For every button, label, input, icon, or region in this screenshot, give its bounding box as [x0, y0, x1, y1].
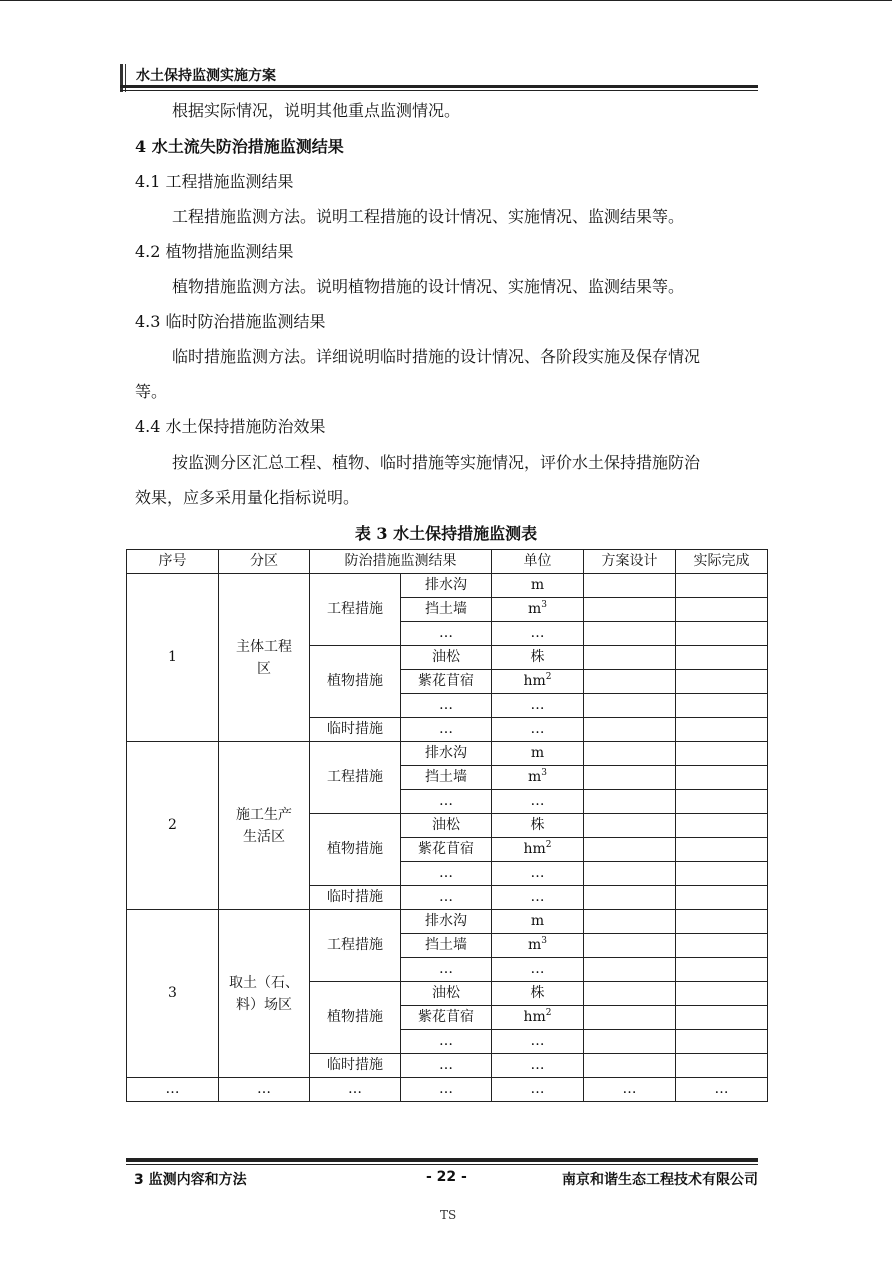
- page-top-border: [0, 0, 892, 1]
- unit-cell: m: [492, 574, 584, 598]
- design-cell: [584, 958, 676, 982]
- design-cell: [584, 622, 676, 646]
- design-cell: [584, 742, 676, 766]
- section-heading-4-1: 4.1 工程措施监测结果: [135, 172, 294, 191]
- unit-base: hm: [523, 673, 546, 689]
- table-cell: …: [401, 1078, 492, 1102]
- design-cell: [584, 1006, 676, 1030]
- region-name: [219, 574, 310, 742]
- design-cell: [584, 886, 676, 910]
- design-cell: [584, 982, 676, 1006]
- unit-cell: m: [492, 742, 584, 766]
- unit-cell: [492, 670, 584, 694]
- table-caption: 表 3 水土保持措施监测表: [354, 524, 538, 543]
- actual-cell: [676, 838, 768, 862]
- unit-cell: …: [492, 958, 584, 982]
- table-header-row: [127, 550, 768, 574]
- design-cell: [584, 694, 676, 718]
- measure-item: 排水沟: [401, 574, 492, 598]
- design-cell: [584, 1030, 676, 1054]
- unit-cell: [492, 838, 584, 862]
- section-heading-4-4: 4.4 水土保持措施防治效果: [135, 417, 326, 436]
- measure-item: 挡土墙: [401, 766, 492, 790]
- region-name: [219, 742, 310, 910]
- actual-cell: [676, 814, 768, 838]
- region-name: [219, 910, 310, 1078]
- measure-item: …: [401, 1030, 492, 1054]
- section-heading-4: 4 水土流失防治措施监测结果: [135, 137, 344, 156]
- measure-type: 临时措施: [310, 1054, 401, 1078]
- unit-cell: 株: [492, 646, 584, 670]
- measure-type: 临时措施: [310, 718, 401, 742]
- actual-cell: [676, 574, 768, 598]
- unit-cell: m: [492, 910, 584, 934]
- row-number: 1: [127, 574, 219, 742]
- footer-chapter: 3 监测内容和方法: [134, 1172, 247, 1188]
- unit-cell: …: [492, 790, 584, 814]
- paragraph-4-3-line2: 等。: [135, 382, 168, 401]
- measure-item: …: [401, 790, 492, 814]
- page-footer: [126, 1158, 758, 1192]
- measure-type: 植物措施: [310, 646, 401, 718]
- measure-item: 油松: [401, 982, 492, 1006]
- design-cell: [584, 814, 676, 838]
- region-name-line: 取土（石、: [229, 974, 299, 991]
- col-header-result: 防治措施监测结果: [310, 550, 492, 574]
- actual-cell: [676, 646, 768, 670]
- table-cell: …: [492, 1078, 584, 1102]
- measure-type: 工程措施: [310, 574, 401, 646]
- col-header-no: 序号: [127, 550, 219, 574]
- measure-item: 排水沟: [401, 910, 492, 934]
- paragraph-4-4-line1: 按监测分区汇总工程、植物、临时措施等实施情况，评价水土保持措施防治: [172, 453, 701, 472]
- measure-item: …: [401, 1054, 492, 1078]
- unit-base: m: [527, 769, 542, 785]
- col-header-design: 方案设计: [584, 550, 676, 574]
- design-cell: [584, 574, 676, 598]
- measure-type: 临时措施: [310, 886, 401, 910]
- design-cell: [584, 1054, 676, 1078]
- unit-cell: [492, 766, 584, 790]
- design-cell: [584, 862, 676, 886]
- header-rule-thick: [120, 85, 758, 88]
- actual-cell: [676, 1030, 768, 1054]
- page-stamp: TS: [440, 1208, 457, 1222]
- actual-cell: [676, 982, 768, 1006]
- paragraph-4-4-line2: 效果，应多采用量化指标说明。: [135, 488, 360, 507]
- paragraph-4-2: 植物措施监测方法。说明植物措施的设计情况、实施情况、监测结果等。: [172, 277, 685, 296]
- unit-base: m: [527, 937, 542, 953]
- actual-cell: [676, 670, 768, 694]
- footer-rule-thick: [126, 1158, 758, 1162]
- measure-type: 工程措施: [310, 742, 401, 814]
- col-header-region: 分区: [219, 550, 310, 574]
- table-cell: …: [219, 1078, 310, 1102]
- measure-item: 紫花苜宿: [401, 1006, 492, 1030]
- unit-cell: …: [492, 886, 584, 910]
- actual-cell: [676, 910, 768, 934]
- region-name-line: 生活区: [243, 828, 285, 845]
- table-cell: …: [676, 1078, 768, 1102]
- actual-cell: [676, 598, 768, 622]
- footer-rule-thin: [126, 1164, 758, 1165]
- unit-base: hm: [523, 841, 546, 857]
- design-cell: [584, 670, 676, 694]
- table-row-ellipsis: [127, 1078, 768, 1102]
- measure-item: …: [401, 718, 492, 742]
- actual-cell: [676, 1006, 768, 1030]
- actual-cell: [676, 886, 768, 910]
- section-heading-4-2: 4.2 植物措施监测结果: [135, 242, 294, 261]
- unit-cell: [492, 598, 584, 622]
- design-cell: [584, 910, 676, 934]
- unit-base: m: [527, 601, 542, 617]
- unit-superscript: 2: [545, 672, 552, 682]
- design-cell: [584, 598, 676, 622]
- actual-cell: [676, 742, 768, 766]
- footer-company: 南京和谐生态工程技术有限公司: [562, 1172, 758, 1188]
- measure-item: 挡土墙: [401, 934, 492, 958]
- row-number: 3: [127, 910, 219, 1078]
- paragraph-4-1: 工程措施监测方法。说明工程措施的设计情况、实施情况、监测结果等。: [172, 207, 685, 226]
- unit-cell: 株: [492, 814, 584, 838]
- region-name-line: 料）场区: [236, 996, 292, 1013]
- measure-type: 工程措施: [310, 910, 401, 982]
- design-cell: [584, 766, 676, 790]
- table-row: [127, 910, 768, 934]
- header-title: 水土保持监测实施方案: [136, 68, 276, 84]
- paragraph-4-3-line1: 临时措施监测方法。详细说明临时措施的设计情况、各阶段实施及保存情况: [172, 347, 701, 366]
- unit-cell: …: [492, 1030, 584, 1054]
- region-name-line: 主体工程: [236, 638, 292, 655]
- actual-cell: [676, 934, 768, 958]
- table-cell: …: [127, 1078, 219, 1102]
- col-header-unit: 单位: [492, 550, 584, 574]
- unit-cell: 株: [492, 982, 584, 1006]
- design-cell: [584, 646, 676, 670]
- measure-item: …: [401, 958, 492, 982]
- actual-cell: [676, 862, 768, 886]
- measure-item: …: [401, 694, 492, 718]
- unit-cell: …: [492, 862, 584, 886]
- page-number: - 22 -: [426, 1169, 467, 1185]
- measure-item: 排水沟: [401, 742, 492, 766]
- section-heading-4-3: 4.3 临时防治措施监测结果: [135, 312, 326, 331]
- measure-item: …: [401, 622, 492, 646]
- unit-cell: …: [492, 694, 584, 718]
- region-name-line: 施工生产: [236, 806, 292, 823]
- table-row: [127, 574, 768, 598]
- unit-cell: [492, 1006, 584, 1030]
- table-cell: …: [584, 1078, 676, 1102]
- header-rule-thin: [120, 90, 758, 91]
- measure-item: …: [401, 862, 492, 886]
- actual-cell: [676, 790, 768, 814]
- measure-type: 植物措施: [310, 814, 401, 886]
- paragraph-other-monitoring: 根据实际情况，说明其他重点监测情况。: [172, 101, 461, 120]
- actual-cell: [676, 694, 768, 718]
- actual-cell: [676, 622, 768, 646]
- unit-superscript: 3: [541, 600, 547, 610]
- unit-cell: [492, 934, 584, 958]
- monitoring-table: [126, 549, 768, 1102]
- measure-item: 油松: [401, 814, 492, 838]
- col-header-actual: 实际完成: [676, 550, 768, 574]
- row-number: 2: [127, 742, 219, 910]
- actual-cell: [676, 718, 768, 742]
- actual-cell: [676, 1054, 768, 1078]
- measure-item: 油松: [401, 646, 492, 670]
- measure-item: 紫花苜宿: [401, 838, 492, 862]
- actual-cell: [676, 958, 768, 982]
- page-header: [120, 62, 758, 92]
- unit-superscript: 2: [545, 1008, 552, 1018]
- design-cell: [584, 790, 676, 814]
- measure-type: 植物措施: [310, 982, 401, 1054]
- unit-cell: …: [492, 1054, 584, 1078]
- unit-cell: …: [492, 622, 584, 646]
- unit-superscript: 3: [541, 936, 547, 946]
- unit-base: hm: [523, 1009, 546, 1025]
- region-name-line: 区: [257, 660, 271, 677]
- unit-superscript: 2: [545, 840, 552, 850]
- design-cell: [584, 934, 676, 958]
- measure-item: 挡土墙: [401, 598, 492, 622]
- unit-cell: …: [492, 718, 584, 742]
- table-row: [127, 742, 768, 766]
- unit-superscript: 3: [541, 768, 547, 778]
- design-cell: [584, 838, 676, 862]
- measure-item: …: [401, 886, 492, 910]
- design-cell: [584, 718, 676, 742]
- measure-item: 紫花苜宿: [401, 670, 492, 694]
- actual-cell: [676, 766, 768, 790]
- table-cell: …: [310, 1078, 401, 1102]
